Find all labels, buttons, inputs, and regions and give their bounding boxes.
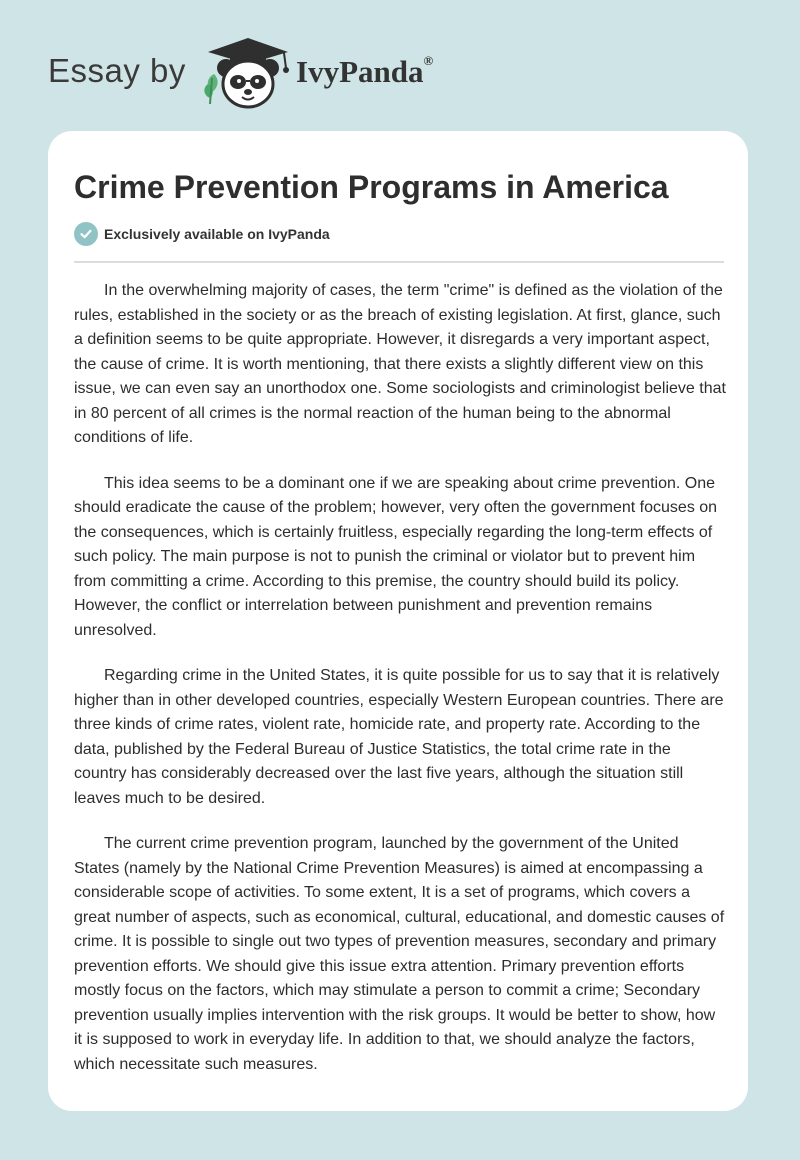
exclusive-badge	[74, 221, 330, 247]
paragraph: This idea seems to be a dominant one if we are speaking about crime prevention. One should eradicate the cause of the problem; however, very often the government focuses on the consequences, which is certainly fruitless, especially regarding the long-term effects of such policy. The main purpose is not to punish the criminal or violator but to prevent him from committing a crime. According to this premise, the country should build its policy. However, the conflict or interrelation between punishment and prevention remains unresolved.	[74, 474, 718, 639]
badge-text: Exclusively available on IvyPanda	[104, 226, 330, 242]
paragraph: Regarding crime in the United States, it is quite possible for us to say that it is relatively higher than in other developed countries, especially Western European countries. There are three kinds of crime rates, violent rate, homicide rate, and property rate. According to the data, published by the Federal Bureau of Justice Statistics, the total crime rate in the country has considerably decreased over the last five years, although the situation still leaves much to be desired.	[74, 667, 724, 807]
essay-body	[74, 279, 726, 1098]
paragraph: The current crime prevention program, launched by the government of the United States (namely by the National Crime Prevention Measures) is aimed at encompassing a considerable scope of activities. To some extent, It is a set of programs, which covers a great number of aspects, such as economical, cultural, educational, and domestic causes of crime. It is possible to single out two types of prevention measures, secondary and primary prevention efforts. We should give this issue extra attention. Primary prevention efforts mostly focus on the factors, which may stimulate a person to commit a crime; Secondary prevention usually implies intervention with the risk groups. It would be better to show, how it is supposed to work in everyday life. In addition to that, we should analyze the factors, which necessitate such measures.	[74, 835, 725, 1073]
check-circle-icon	[74, 222, 98, 246]
brand-name-text: IvyPanda	[296, 54, 424, 89]
divider	[74, 261, 724, 263]
registered-mark: ®	[423, 52, 434, 68]
paragraph: In the overwhelming majority of cases, the term "crime" is defined as the violation of the rules, established in the society or as the breach of existing legislation. At first, glance, such a definition seems to be quite appropriate. However, it disregards a very important aspect, the cause of crime. It is worth mentioning, that there exists a slightly different view on this issue, we can even say an unorthodox one. Some sociologists and criminologist believe that in 80 percent of all crimes is the normal reaction of the human being to the abnormal conditions of life.	[74, 282, 726, 446]
page-title: Crime Prevention Programs in America	[74, 169, 669, 205]
brand-name[interactable]	[296, 54, 433, 90]
brand-prefix: Essay by	[48, 52, 186, 89]
panda-graduation-cap-icon[interactable]	[200, 34, 296, 112]
essay-card	[48, 131, 748, 1111]
site-header	[0, 0, 800, 130]
